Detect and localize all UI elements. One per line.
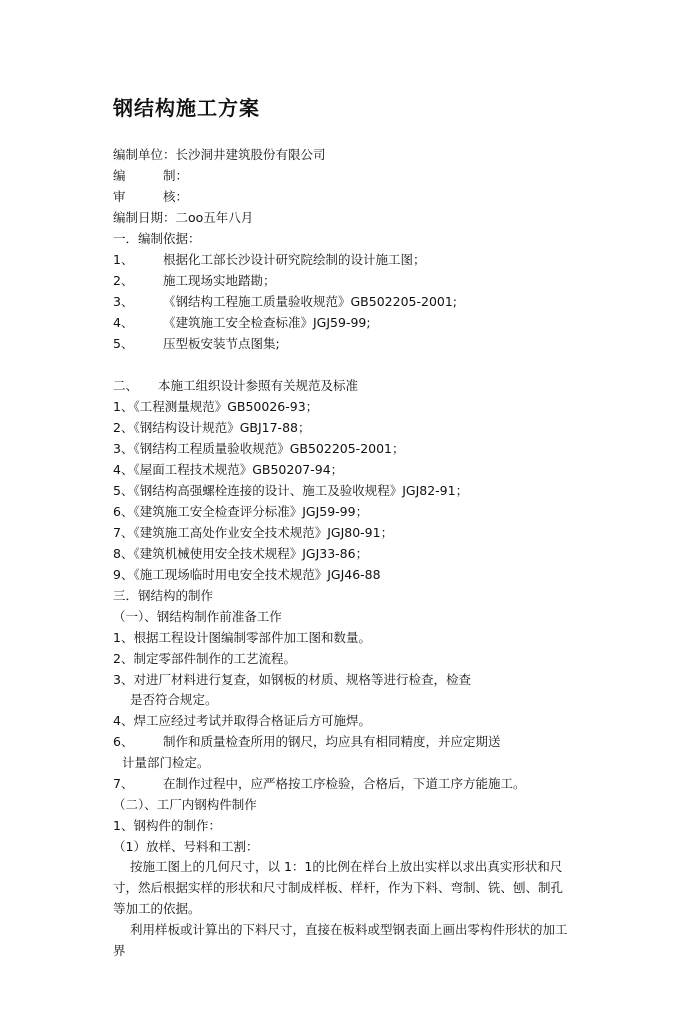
item-text: 《钢结构工程施工质量验收规范》GB502205-2001; [163, 294, 458, 309]
section1-item [113, 273, 276, 289]
standard-item: 2、《钢结构设计规范》GBJ17-88； [113, 420, 311, 435]
editor-label-second: 制： [163, 168, 189, 183]
section3-heading: 三．钢结构的制作 [113, 588, 214, 603]
standard-item: 6、《建筑施工安全检查评分标准》JGJ59-99； [113, 504, 369, 519]
item-text: 在制作过程中，应严格按工序检验，合格后，下道工序方能施工。 [163, 776, 526, 791]
standard-item: 4、《屋面工程技术规范》GB50207-94； [113, 462, 344, 477]
reviewer-line [113, 189, 188, 205]
item-text: 压型板安装节点图集; [163, 336, 280, 351]
section3-subheading: （一）、钢结构制作前准备工作 [113, 609, 282, 624]
unit-label: 编制单位： [113, 147, 176, 162]
standard-item: 1、《工程测量规范》GB50026-93； [113, 399, 319, 414]
prep-item-continuation: 是否符合规定。 [130, 692, 218, 707]
section1-item [113, 336, 280, 352]
editor-label-first: 编 [113, 168, 126, 183]
item-text: 制作和质量检查所用的钢尺，均应具有相同精度，并应定期送 [163, 734, 501, 749]
section1-item [113, 315, 371, 331]
standard-item: 8、《建筑机械使用安全技术规程》JGJ33-86； [113, 546, 369, 561]
date-line [113, 210, 253, 226]
prep-item: 4、焊工应经过考试并取得合格证后方可施焊。 [113, 713, 371, 728]
reviewer-label-second: 核： [163, 189, 189, 204]
section1-item [113, 252, 426, 268]
body-paragraph: 按施工图上的几何尺寸，以 1：1的比例在样台上放出实样以求出真实形状和尺寸，然后根据实样的形状和尺寸制成样板、样杆，作为下料、弯制、铣、刨、制孔等加工的依据。 [113, 859, 564, 916]
document-title: 钢结构施工方案 [113, 96, 260, 120]
prep-item [113, 734, 501, 750]
item-number: 1、 [113, 252, 134, 267]
section1-item [113, 294, 457, 310]
reviewer-label-first: 审 [113, 189, 126, 204]
section2-heading-line [113, 378, 358, 394]
item-number: 5、 [113, 336, 134, 351]
fabrication-subheading: （1）放样、号料和工割： [113, 839, 259, 854]
item-text: 根据化工部长沙设计研究院绘制的设计施工图； [163, 252, 426, 267]
fabrication-heading: 1、钢构件的制作： [113, 818, 221, 833]
prep-item: 2、制定零部件制作的工艺流程。 [113, 651, 296, 666]
date-label: 编制日期： [113, 210, 176, 225]
standard-item: 5、《钢结构高强螺栓连接的设计、施工及验收规程》JGJ82-91； [113, 483, 469, 498]
item-text: 《建筑施工安全检查标准》JGJ59-99; [163, 315, 371, 330]
item-number: 6、 [113, 734, 134, 749]
editor-line [113, 168, 188, 184]
standard-item: 9、《施工现场临时用电安全技术规范》JGJ46-88 [113, 567, 381, 582]
prep-item [113, 776, 526, 792]
item-number: 4、 [113, 315, 134, 330]
date-value: 二oo五年八月 [175, 210, 254, 225]
prep-item-continuation: 计量部门检定。 [122, 755, 210, 770]
item-text: 施工现场实地踏勘； [163, 273, 276, 288]
unit-value: 长沙洞井建筑股份有限公司 [175, 147, 326, 162]
item-number: 7、 [113, 776, 134, 791]
item-number: 2、 [113, 273, 134, 288]
body-paragraph: 利用样板或计算出的下料尺寸，直接在板料或型钢表面上画出零构件形状的加工界 [113, 922, 568, 958]
standard-item: 3、《钢结构工程质量验收规范》GB502205-2001； [113, 441, 405, 456]
prep-item: 3、对进厂材料进行复查，如钢板的材质、规格等进行检查，检查 [113, 672, 471, 687]
standard-item: 7、《建筑施工高处作业安全技术规范》JGJ80-91； [113, 525, 394, 540]
prep-item: 1、根据工程设计图编制零部件加工图和数量。 [113, 630, 371, 645]
item-number: 3、 [113, 294, 134, 309]
unit-line [113, 147, 326, 163]
section1-heading: 一．编制依据： [113, 231, 201, 246]
section3-subheading: （二）、工厂内钢构件制作 [113, 797, 257, 812]
section2-heading: 本施工组织设计参照有关规范及标准 [158, 378, 359, 393]
section2-number: 二、 [113, 378, 139, 393]
